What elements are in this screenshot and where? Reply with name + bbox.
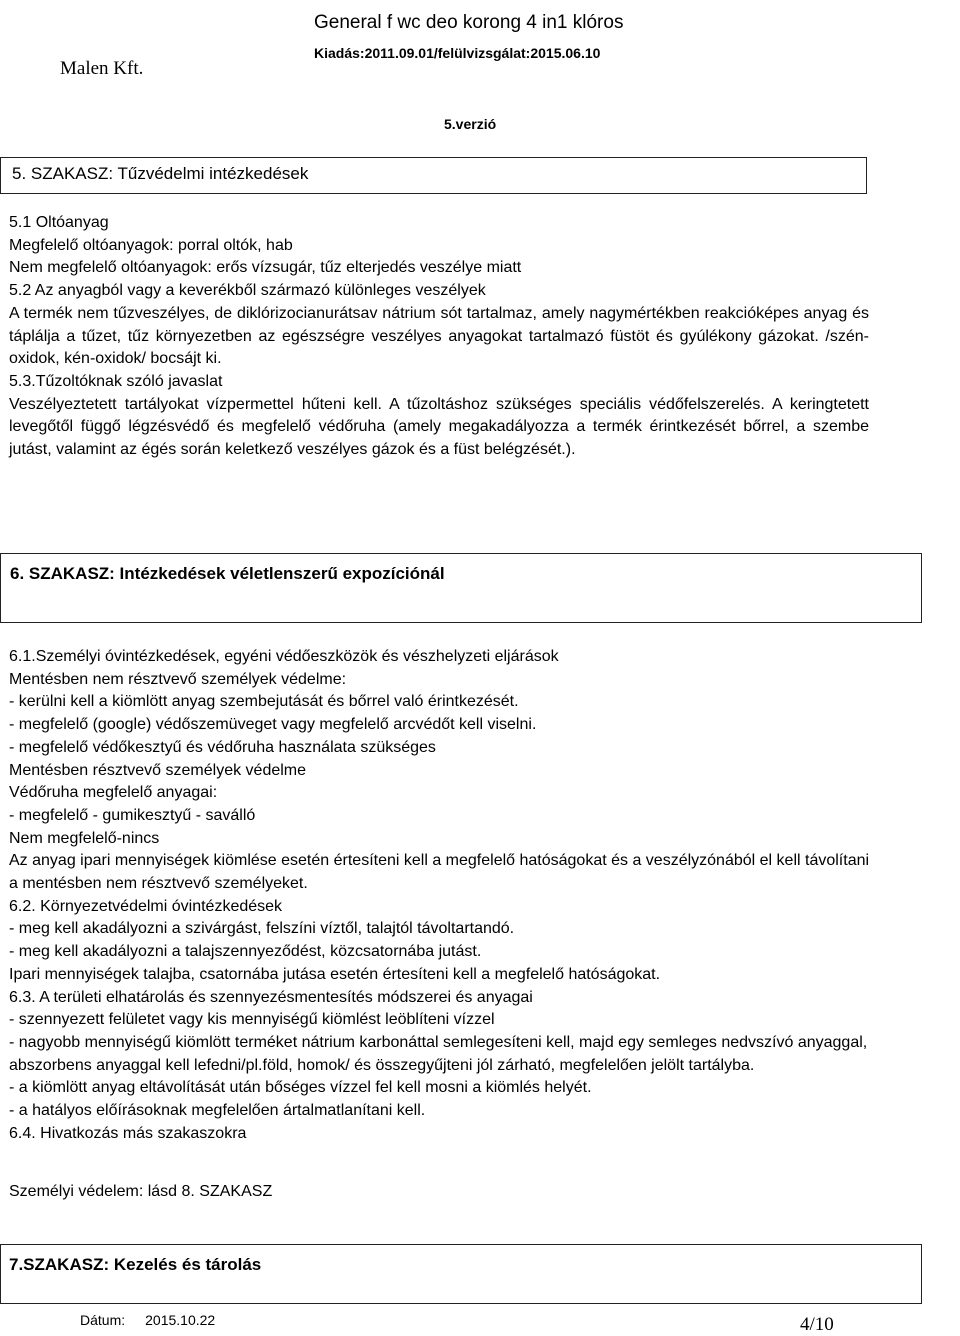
paragraph: Veszélyeztetett tartályokat vízpermettel hűteni kell. A tűzoltáshoz szükséges speciális védőfelszerelés. A keringtetett levegőtől függő légzésvédő és megfelelő védőruha (amely megakadályozza a termék érintkezését bőrrel, a szembe jutást, valamint az égés során keletkező veszélyes gázok és a füst belégzését.). [9,395,869,459]
paragraph: 6.4. Hivatkozás más szakaszokra [9,1124,247,1142]
paragraph: Nem megfelelő oltóanyagok: erős vízsugár, tűz elterjedés veszélye miatt [9,259,522,277]
paragraph: Az anyag ipari mennyiségek kiömlése esetén értesíteni kell a megfelelő hatóságokat és a veszélyzónából el kell távolítani a mentésben nem résztvevő személyeket. [9,852,870,893]
version-label: 5.verzió [444,116,497,132]
section-6-heading: 6. SZAKASZ: Intézkedések véletlenszerű expozíciónál [10,564,445,583]
paragraph: Mentésben résztvevő személyek védelme [9,761,307,779]
paragraph: - meg kell akadályozni a talajszennyeződést, közcsatornába jutást. [9,943,482,961]
paragraph: 5.2 Az anyagból vagy a keverékből származó különleges veszélyek [9,282,486,300]
paragraph: Nem megfelelő-nincs [9,829,160,847]
section-6-body [9,646,871,1145]
document-title: General f wc deo korong 4 in1 klóros [314,12,624,33]
paragraph: Megfelelő oltóanyagok: porral oltók, hab [9,236,293,254]
section-5-heading: 5. SZAKASZ: Tűzvédelmi intézkedések [12,164,309,183]
section-6-reference [9,1181,869,1204]
paragraph: - megfelelő védőkesztyű és védőruha használata szükséges [9,738,436,756]
paragraph: - nagyobb mennyiségű kiömlött terméket nátrium karbonáttal semlegesíteni kell, majd egy semleges nedvszívó anyaggal, abszorbens anyaggal kell lefedni/pl.föld, homok/ és összegyűjteni jól zárható, megfelelően jelölt tartályba. [9,1033,868,1074]
section-5-body [9,212,869,462]
page-header [0,0,960,140]
paragraph: - a hatályos előírásoknak megfelelően ártalmatlanítani kell. [9,1102,426,1120]
date-label: Dátum: [80,1312,126,1328]
section-5-heading-box [0,157,867,194]
issue-date: Kiadás:2011.09.01/felülvizsgálat:2015.06.10 [314,45,601,61]
section-7-heading: 7.SZAKASZ: Kezelés és tárolás [9,1255,262,1274]
paragraph: - szennyezett felületet vagy kis mennyiségű kiömlést leöblíteni vízzel [9,1011,495,1029]
section-7-heading-box [0,1244,922,1304]
paragraph: Mentésben nem résztvevő személyek védelme: [9,670,347,688]
page-number: 4/10 [800,1314,834,1335]
paragraph: 6.1.Személyi óvintézkedések, egyéni védőeszközök és vészhelyzeti eljárások [9,648,559,665]
paragraph: 5.3.Tűzoltóknak szóló javaslat [9,372,223,390]
date-value: 2015.10.22 [145,1312,216,1328]
paragraph: 6.3. A területi elhatárolás és szennyezésmentesítés módszerei és anyagai [9,988,533,1006]
footer-date [80,1312,235,1328]
section-6-heading-box [0,553,922,623]
paragraph: - a kiömlött anyag eltávolítását után bőséges vízzel fel kell mosni a kiömlés helyét. [9,1079,592,1097]
paragraph: A termék nem tűzveszélyes, de diklórizocianurátsav nátrium sót tartalmaz, amely nagymértékben reakcióképes anyag és táplálja a tűzet, tűz környezetben az egészségre veszélyes anyagokat tartalmazó füstöt és gyúlékony gázokat. /szén-oxidok, kén-oxidok/ bocsájt ki. [9,304,869,368]
paragraph: - kerülni kell a kiömlött anyag szembejutását és bőrrel való érintkezését. [9,693,519,711]
paragraph: - megfelelő (google) védőszemüveget vagy megfelelő arcvédőt kell viselni. [9,716,537,734]
paragraph: Ipari mennyiségek talajba, csatornába jutása esetén értesíteni kell a megfelelő hatóságokat. [9,965,661,983]
paragraph: 5.1 Oltóanyag [9,214,109,231]
paragraph: Védőruha megfelelő anyagai: [9,784,218,802]
paragraph: 6.2. Környezetvédelmi óvintézkedések [9,897,283,915]
reference-text: Személyi védelem: lásd 8. SZAKASZ [9,1183,273,1200]
paragraph: - meg kell akadályozni a szivárgást, felszíni víztől, talajtól távoltartandó. [9,920,515,938]
paragraph: - megfelelő - gumikesztyű - saválló [9,806,256,824]
company-name: Malen Kft. [60,58,144,79]
